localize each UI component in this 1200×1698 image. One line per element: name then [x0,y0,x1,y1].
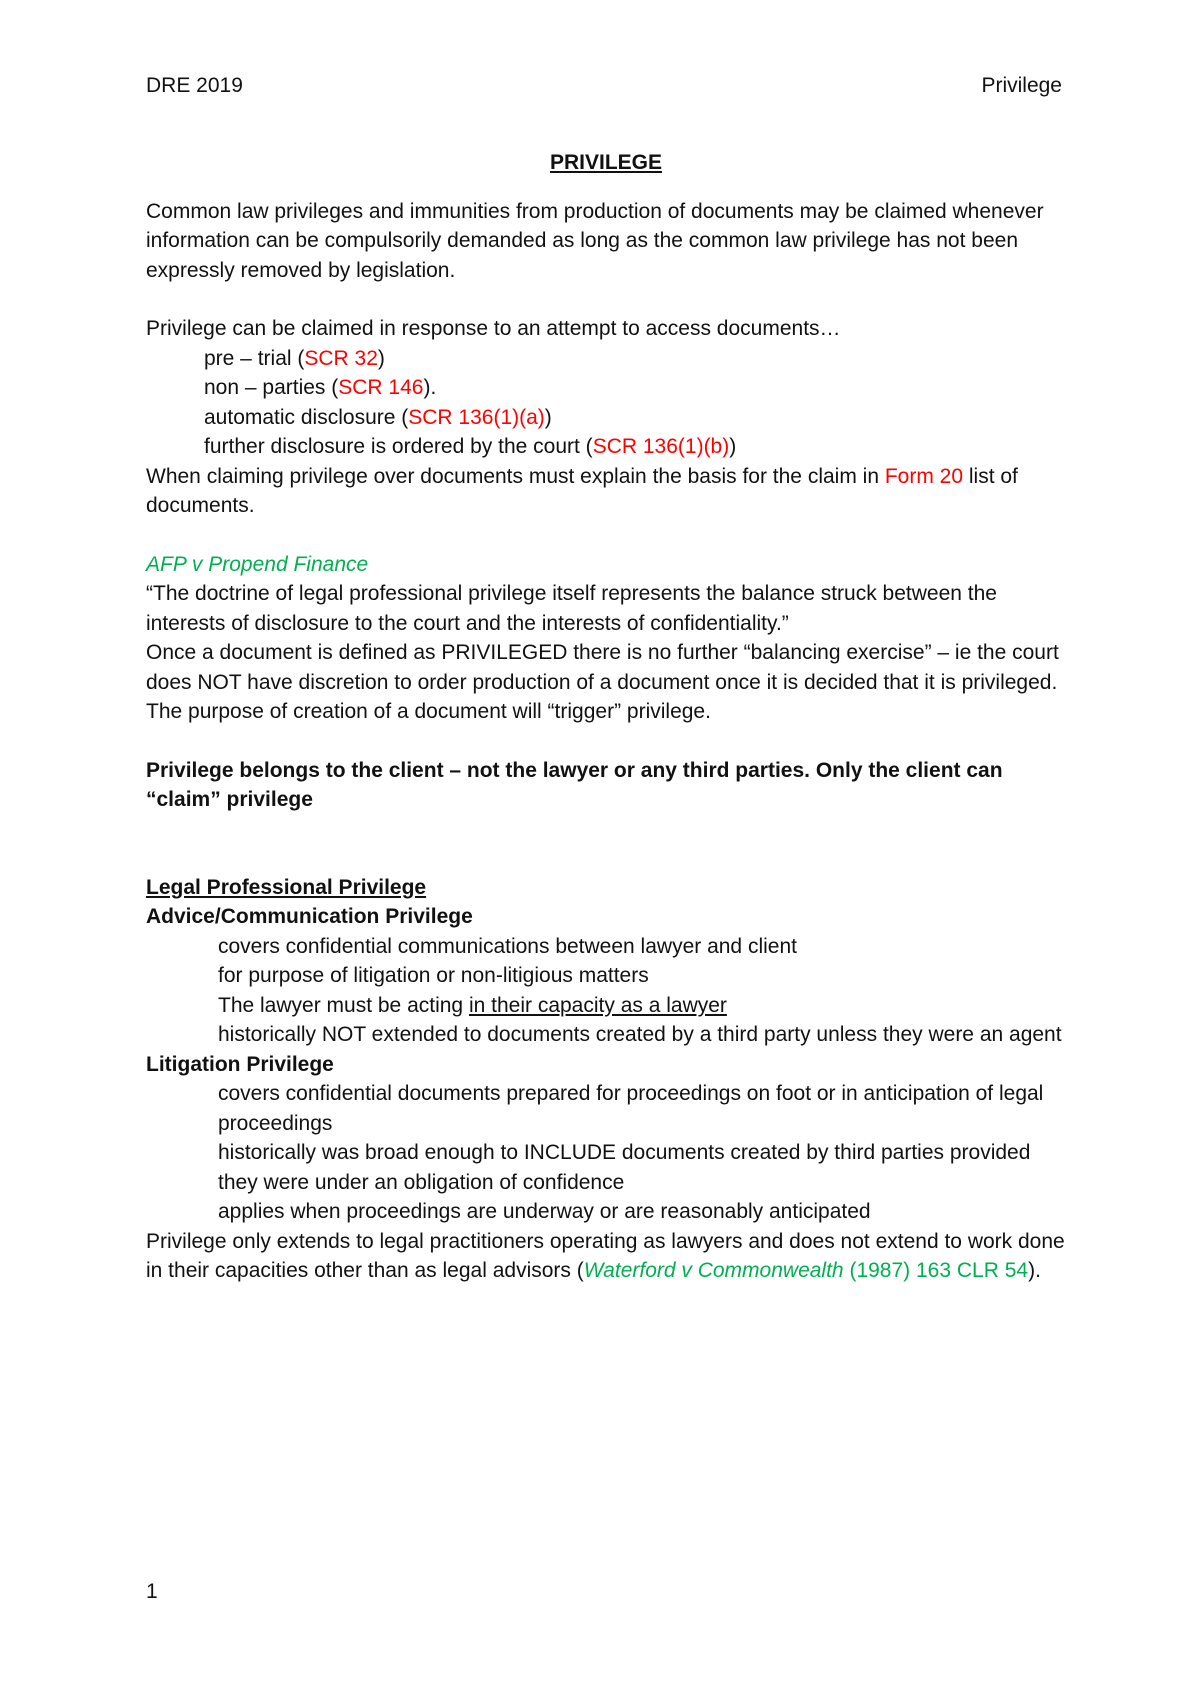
page-number: 1 [146,1580,158,1603]
form20-paragraph [146,462,1066,521]
item-text: applies when proceedings are underway or are reasonably anticipated [218,1200,871,1223]
item-text: covers confidential communications between lawyer and client [218,934,797,958]
afp-trigger: The purpose of creation of a document will “trigger” privilege. [146,700,711,723]
litigation-bullet-list [146,1079,1066,1227]
item-text: for purpose of litigation or non-litigious matters [218,964,649,987]
form-reference: Form 20 [884,464,964,488]
header-right: Privilege [981,74,1062,97]
list-item [146,991,1066,1021]
list-item [146,373,1066,403]
rule-reference: SCR 136(1)(a) [408,405,545,429]
rule-reference: SCR 146 [338,376,424,399]
case-name-waterford: Waterford v Commonwealth [583,1259,844,1282]
advice-heading: Advice/Communication Privilege [146,905,473,928]
item-text: ). [423,376,437,399]
item-text: covers confidential documents prepared for proceedings on foot or in anticipation of legal proceedings [218,1082,1044,1135]
list-item [146,344,1066,374]
item-text: historically NOT extended to documents created by a third party unless they were an agent [218,1023,1062,1046]
afp-quote: “The doctrine of legal professional privilege itself represents the balance struck between the interests of disclosure to the court and the interests of confidentiality.” [146,582,997,635]
list-item [146,1079,1066,1138]
list-item [146,1138,1066,1197]
list-item [146,961,1066,991]
list-item [146,1197,1066,1227]
item-text: ) [729,435,737,458]
page-title: PRIVILEGE [549,151,663,174]
claim-bullet-list [146,344,1066,462]
document-body [146,148,1066,1286]
paragraph-text: list of documents. [146,464,1018,517]
item-text: automatic disclosure ( [204,405,409,429]
advice-bullet-list [146,932,1066,1050]
item-text: ) [377,346,385,370]
item-text: non – parties ( [204,376,339,399]
claim-intro: Privilege can be claimed in response to an attempt to access documents… [146,317,841,340]
item-text: further disclosure is ordered by the court ( [204,435,593,458]
litigation-heading: Litigation Privilege [146,1052,334,1076]
lpp-heading: Legal Professional Privilege [146,875,427,899]
paragraph-text: When claiming privilege over documents must explain the basis for the claim in [146,464,885,488]
intro-paragraph: Common law privileges and immunities from production of documents may be claimed whenever information can be compulsorily demanded as long as the common law privilege has not been expressly removed by legislation. [146,199,1044,282]
list-item [146,932,1066,962]
rule-reference: SCR 136(1)(b) [592,435,730,458]
item-text: The lawyer must be acting [218,993,469,1017]
case-citation: (1987) 163 CLR 54 [849,1259,1029,1282]
item-text: pre – trial ( [204,346,305,370]
paragraph-text: Privilege only extends to legal practitioners operating as lawyers and does not extend to work done in their capacities other than as legal advisors ( [146,1229,1065,1282]
list-item [146,432,1066,462]
page-header [146,74,1062,98]
afp-balancing: Once a document is defined as PRIVILEGED there is no further “balancing exercise” – ie the court does NOT have discretion to order production of a document once it is decided that it is privileged. [146,641,1059,694]
rule-reference: SCR 32 [304,346,378,370]
waterford-paragraph [146,1227,1066,1286]
item-text: historically was broad enough to INCLUDE documents created by third parties provided they were under an obligation of confidence [218,1141,1031,1194]
header-left: DRE 2019 [146,74,243,97]
paragraph-text: ). [1028,1259,1041,1282]
list-item [146,1020,1066,1050]
item-text: ) [544,405,552,429]
list-item [146,403,1066,433]
underlined-text: in their capacity as a lawyer [468,993,727,1017]
client-note: Privilege belongs to the client – not the lawyer or any third parties. Only the client can “claim” privilege [146,758,1003,811]
case-name-afp: AFP v Propend Finance [146,552,369,576]
